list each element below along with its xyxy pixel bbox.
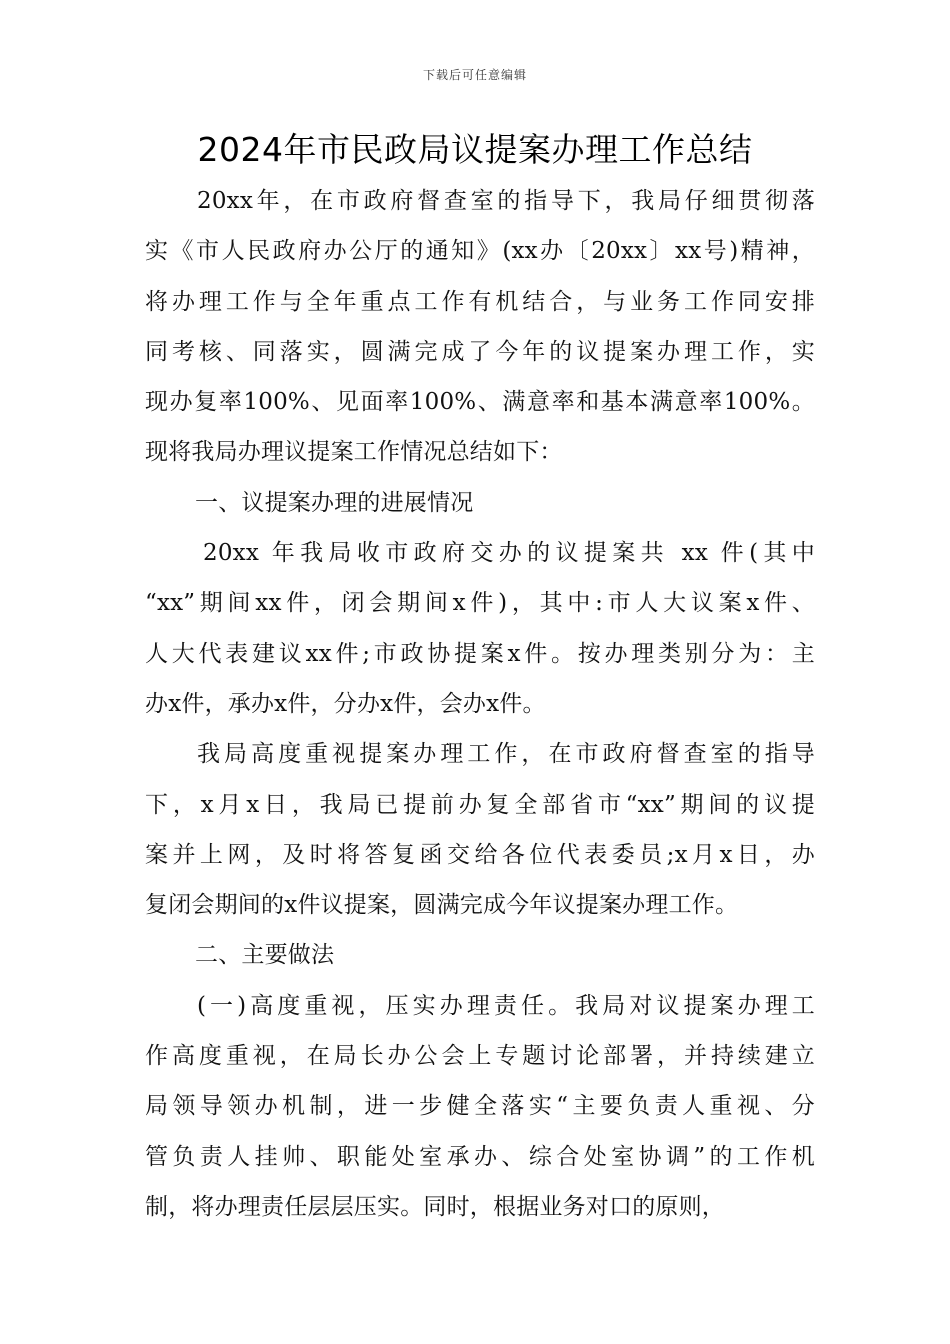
paragraph-line: 局领导领办机制，进一步健全落实“主要负责人重视、分 [145,1093,815,1120]
paragraph-line: 制，将办理责任层层压实。同时，根据业务对口的原则， [145,1193,725,1220]
paragraph-line: 20xx 年我局收市政府交办的议提案共 xx 件(其中 [203,540,815,567]
document-body [145,176,815,1232]
section-heading: 一、议提案办理的进展情况 [195,489,474,516]
paragraph-line: 下，x月x日，我局已提前办复全部省市“xx”期间的议提 [145,791,815,818]
paragraph-line: 管负责人挂帅、职能处室承办、综合处室协调”的工作机 [145,1143,815,1170]
paragraph-line: 实《市人民政府办公厅的通知》(xx办〔20xx〕xx号)精神， [145,238,815,265]
paragraph-line: 作高度重视，在局长办公会上专题讨论部署，并持续建立 [145,1043,815,1070]
document-title: 2024年市民政局议提案办理工作总结 [197,130,753,169]
paragraph-line: 复闭会期间的x件议提案，圆满完成今年议提案办理工作。 [145,892,739,919]
header-note: 下载后可任意编辑 [422,68,527,82]
paragraph-line: 将办理工作与全年重点工作有机结合，与业务工作同安排 [145,288,815,315]
paragraph-line: 我局高度重视提案办理工作，在市政府督查室的指导 [197,741,815,768]
paragraph-line: (一)高度重视，压实办理责任。我局对议提案办理工 [197,992,815,1019]
paragraph-line: 办x件，承办x件，分办x件，会办x件。 [145,690,546,717]
paragraph-line: 人大代表建议xx件;市政协提案x件。按办理类别分为：主 [145,640,815,667]
paragraph-line: 案并上网，及时将答复函交给各位代表委员;x月x日，办 [145,841,815,868]
paragraph-line: 现将我局办理议提案工作情况总结如下： [145,439,563,466]
paragraph-line: 同考核、同落实，圆满完成了今年的议提案办理工作，实 [145,338,815,365]
section-heading: 二、主要做法 [195,942,335,969]
paragraph-line: 20xx年，在市政府督查室的指导下，我局仔细贯彻落 [197,188,815,214]
paragraph-line: “xx”期间xx件，闭会期间x件)，其中:市人大议案x件、 [145,590,815,617]
paragraph-line: 现办复率100%、见面率100%、满意率和基本满意率100%。 [145,389,815,416]
